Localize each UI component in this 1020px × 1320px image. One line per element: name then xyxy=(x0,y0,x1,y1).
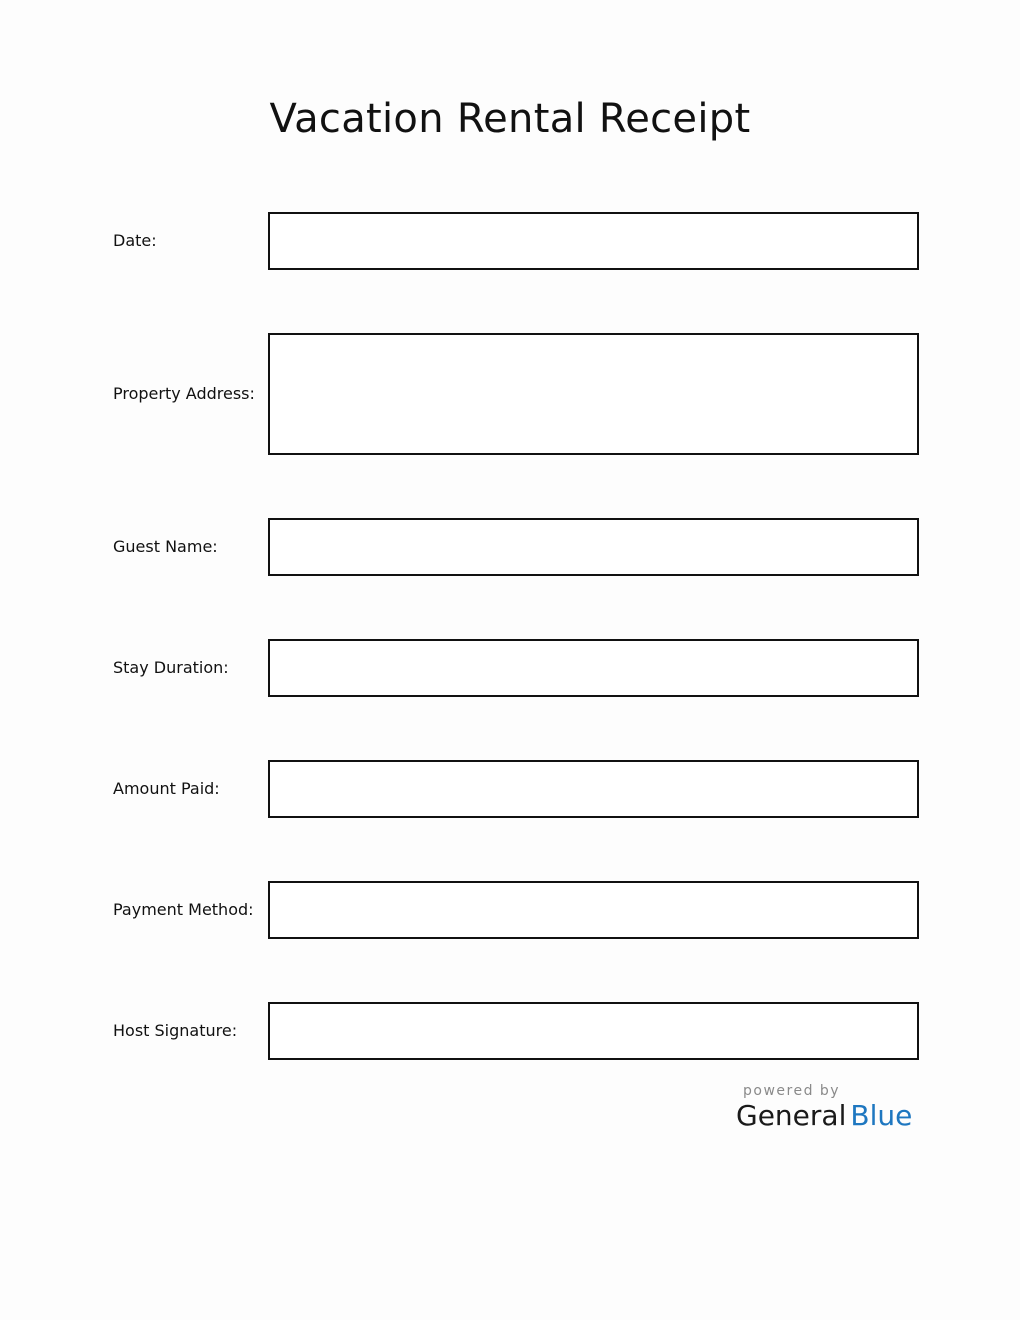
brand-name-general: General xyxy=(736,1099,847,1132)
date-field[interactable] xyxy=(268,212,919,270)
brand-name xyxy=(736,1099,912,1132)
property-address-field[interactable] xyxy=(268,333,919,455)
date-label: Date: xyxy=(113,231,157,250)
property-address-label: Property Address: xyxy=(113,384,255,403)
guest-name-field[interactable] xyxy=(268,518,919,576)
amount-paid-label: Amount Paid: xyxy=(113,779,220,798)
payment-method-field[interactable] xyxy=(268,881,919,939)
guest-name-label: Guest Name: xyxy=(113,537,218,556)
host-signature-field[interactable] xyxy=(268,1002,919,1060)
page-title: Vacation Rental Receipt xyxy=(269,96,751,142)
stay-duration-label: Stay Duration: xyxy=(113,658,229,677)
amount-paid-field[interactable] xyxy=(268,760,919,818)
stay-duration-field[interactable] xyxy=(268,639,919,697)
host-signature-label: Host Signature: xyxy=(113,1021,238,1040)
powered-by-text: powered by xyxy=(743,1083,841,1099)
payment-method-label: Payment Method: xyxy=(113,900,254,919)
brand-name-blue: Blue xyxy=(850,1099,913,1132)
